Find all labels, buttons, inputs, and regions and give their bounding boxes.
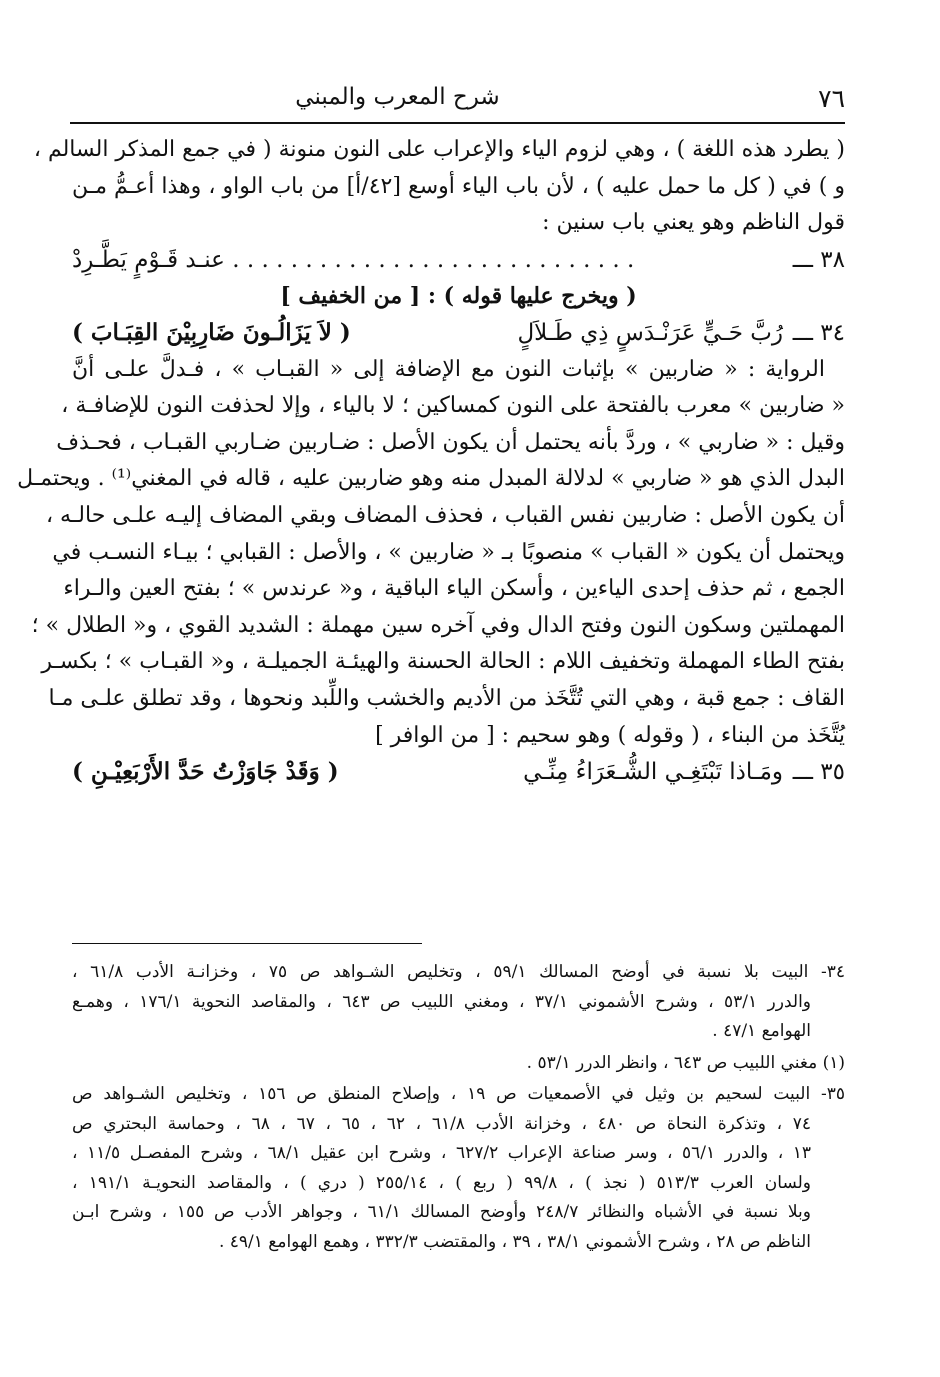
verse-33 — [72, 242, 845, 279]
footnote-line: وبلا نسبة في الأشباه والنظائر ٢٤٨/٧ وأوضح المسالك ٦١/١ ، وجواهر الأدب ص ١٥٥ ، وشرح ابـن — [72, 1202, 811, 1222]
running-title: شرح المعرب والمبني — [295, 84, 500, 110]
main-text — [17, 132, 845, 791]
page-number: ٧٦ — [818, 84, 845, 113]
footnote-line: ١٣ ، والدرر ٥٦/١ ، وسر صناعة الإعراب ٦٢٧/٢ ، وشرح ابن عقيل ٦٨/١ ، وشرح المفصـل ١١/٥ ، — [72, 1143, 812, 1163]
commentary-line: القاف : جمع قبة ، وهي التي تُتَّخَذ من الأديم والخشب واللِّبد ونحوها ، وقد تطلق علـى مـا — [48, 685, 845, 711]
commentary-line: « ضاربين » معرب بالفتحة على النون كمساكين ؛ لا بالياء ، وإلا لحذفت النون للإضافـة ، — [61, 393, 845, 419]
footnote-line: الهوامع ٤٧/١ . — [712, 1021, 811, 1041]
footnote-line: الناظم ص ٢٨ ، وشرح الأشموني ٣٨/١ ، ٣٩ ، والمقتضب ٣٣٢/٣ ، وهمع الهوامع ٤٩/١ . — [218, 1231, 811, 1252]
footnote-line: والدرر ٥٣/١ ، وشرح الأشموني ٣٧/١ ، ومغني اللبيب ص ٦٤٣ ، والمقاصد النحوية ١٧٦/١ ، وهمـع — [72, 991, 812, 1012]
verse-35 — [72, 754, 845, 791]
commentary-line: الجمع ، ثم حذف إحدى الياءين ، وأسكن الياء الباقية ، و« عرندس » ؛ بفتح العين والـراء — [63, 576, 845, 602]
commentary-line: ويحتمل أن يكون « القباب » منصوبًا بـ « ضاربين » ، والأصل : القبابي ؛ بيـاء النسـب في — [52, 539, 845, 565]
footnote-line: (١) مغني اللبيب ص ٦٤٣ ، وانظر الدرر ٥٣/١ . — [526, 1052, 845, 1073]
verse-number: ٣٨ ـــ — [792, 246, 845, 273]
text-line: قول الناظم وهو يعني باب سنين : — [542, 210, 845, 236]
footnote-line: ٣٥- البيت لسحيم بن وثيل في الأصمعيات ص ١٩ ، وإصلاح المنطق ص ١٥٦ ، وتخليص الشـواهد ص — [72, 1084, 845, 1104]
text-line: و ) في ( كل ما حمل عليه ) ، لأن باب الياء أوسع [٤٢/أ] من باب الواو ، وهذا أعـمُّ مـن — [72, 173, 845, 199]
page-header — [70, 84, 845, 124]
verse-hemistich-2: ( لاَ يَزَالُـونَ ضَارِبِيْنَ القِبَـابَ ) — [72, 318, 351, 346]
verse-hemistich-1: رُبَّ حَـيٍّ عَرَنْـدَسٍ ذِي طَـلاَلٍ — [517, 319, 783, 346]
verse-hemistich-2: ( وَقَدْ جَاوَزْتُ حَدَّ الأَرْبَعِيْـنِ ) — [72, 758, 339, 786]
commentary-line: المهملتين وسكون النون وفتح الدال وفي آخره سين مهملة : الشديد القوي ، و« الطلال » ؛ — [31, 612, 845, 638]
verse-34 — [72, 315, 845, 352]
verse-intro: ( ويخرج عليها قوله ) : [ من الخفيف ] — [280, 283, 637, 310]
footnote-line: ٧٤ ، وتذكرة النحاة ص ٤٨٠ ، وخزانة الأدب ٦١/٨ ، ٦٢ ، ٦٥ ، ٦٧ ، ٦٨ ، وحماسة البحتري ص — [72, 1113, 812, 1134]
commentary-line: أن يكون الأصل : ضاربين نفس القباب ، فحذف المضاف وبقي المضاف إليـه علـى حالـه ، — [45, 502, 845, 528]
commentary-line: يُتَّخَذ من البناء ، ( وقوله ) وهو سحيم : [ من الوافر ] — [375, 722, 845, 748]
commentary-line: الرواية : « ضاربين » بإثبات النون مع الإضافة إلى « القبـاب » ، فـدلَّ علـى أنَّ — [72, 356, 825, 382]
commentary-line: بفتح الطاء المهملة وتخفيف اللام : الحالة الحسنة والهيئـة الجميلـة ، و« القبـاب » ؛ بكسـر — [41, 649, 845, 675]
footnote-line: ولسان العرب ٥١٣/٣ ( نجذ ) ، ٩٩/٨ ( ربع ) ، ٢٥٥/١٤ ( دري ) ، والمقاصد النحويـة ١٩١/١ ، — [72, 1172, 812, 1193]
footnote-line: ٣٤- البيت بلا نسبة في أوضح المسالك ٥٩/١ ، وتخليص الشـواهد ص ٧٥ ، وخزانـة الأدب ٦١/٨ ، — [72, 962, 846, 982]
footnotes — [72, 958, 845, 1257]
footnote-divider — [72, 943, 422, 944]
verse-hemistich-1: ومَـاذا تَبْتَغِـي الشُّـعَرَاءُ مِنِّـي — [523, 759, 783, 786]
commentary-line: وقيل : « ضاربي » ، وردَّ بأنه يحتمل أن يكون الأصل : ضـاربين ضـاربي القبـاب ، فحـذف — [56, 429, 845, 455]
text-line: ( يطرد هذه اللغة ) ، وهي لزوم الياء والإعراب على النون منونة ( في جمع المذكر السالم ، — [33, 137, 845, 162]
verse-number: ٣٤ ـــ — [792, 319, 845, 346]
verse-hemistich: . . . . . . . . . . . . . . . . . . . . . . . . . . . . عنـد قَـوْمٍ يَطَّـرِدْ — [72, 246, 635, 273]
commentary-line: البدل الذي هو « ضاربي » لدلالة المبدل منه وهو ضاربين عليه ، قاله في المغني⁽¹⁾ . ويحتمـل — [17, 466, 845, 492]
verse-number: ٣٥ ـــ — [792, 759, 845, 786]
